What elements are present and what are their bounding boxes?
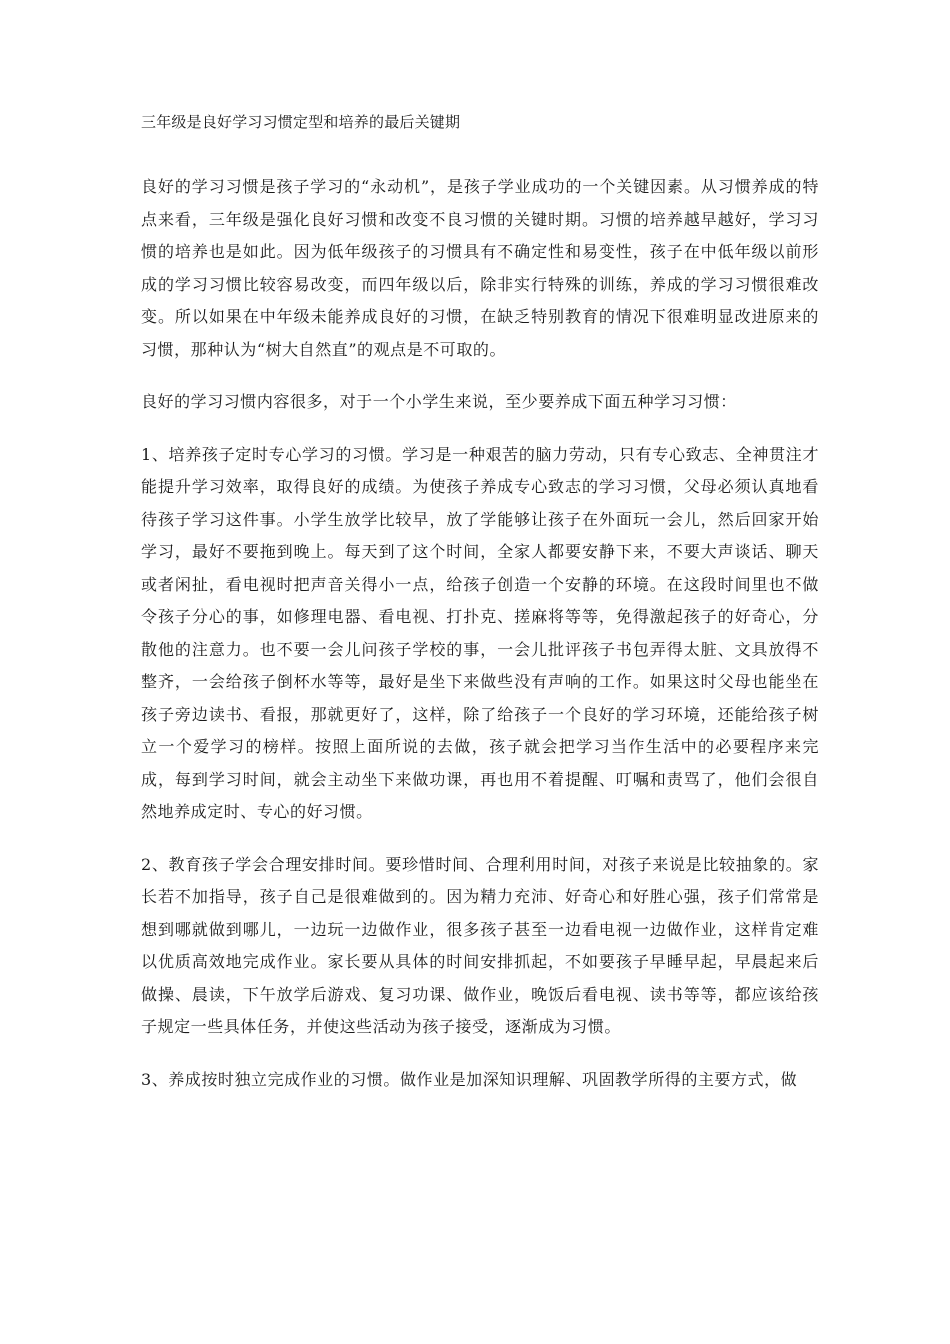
paragraph-habit-2: 2、教育孩子学会合理安排时间。要珍惜时间、合理利用时间，对孩子来说是比较抽象的。家长若不加指导，孩子自己是很难做到的。因为精力充沛、好奇心和好胜心强，孩子们常常是想到哪就做到哪儿，一边玩一边做作业，很多孩子甚至一边看电视一边做作业，这样肯定难以优质高效地完成作业。家长要从具体的时间安排抓起，不如要孩子早睡早起，早晨起来后做操、晨读，下午放学后游戏、复习功课、做作业，晚饭后看电视、读书等等，都应该给孩子规定一些具体任务，并使这些活动为孩子接受，逐渐成为习惯。	[141, 854, 819, 1036]
document-title: 三年级是良好学习习惯定型和培养的最后关键期	[141, 113, 461, 131]
paragraph-intro: 良好的学习习惯是孩子学习的“永动机”，是孩子学业成功的一个关键因素。从习惯养成的特点来看，三年级是强化良好习惯和改变不良习惯的关键时期。习惯的培养越早越好，学习习惯的培养也是如此。因为低年级孩子的习惯具有不确定性和易变性，孩子在中低年级以前形成的学习习惯比较容易改变，而四年级以后，除非实行特殊的训练，养成的学习习惯很难改变。所以如果在中年级未能养成良好的习惯，在缺乏特别教育的情况下很难明显改进原来的习惯，那种认为“树大自然直”的观点是不可取的。	[141, 177, 819, 359]
document-body	[141, 112, 819, 1116]
paragraph-habit-3: 3、养成按时独立完成作业的习惯。做作业是加深知识理解、巩固教学所得的主要方式，做	[141, 1069, 798, 1089]
paragraph-overview: 良好的学习习惯内容很多，对于一个小学生来说，至少要养成下面五种学习习惯：	[141, 392, 737, 411]
paragraph-habit-1: 1、培养孩子定时专心学习的习惯。学习是一种艰苦的脑力劳动，只有专心致志、全神贯注才能提升学习效率，取得良好的成绩。为使孩子养成专心致志的学习习惯，父母必须认真地看待孩子学习这件事。小学生放学比较早，放了学能够让孩子在外面玩一会儿，然后回家开始学习，最好不要拖到晚上。每天到了这个时间，全家人都要安静下来，不要大声谈话、聊天或者闲扯，看电视时把声音关得小一点，给孩子创造一个安静的环境。在这段时间里也不做令孩子分心的事，如修理电器、看电视、打扑克、搓麻将等等，免得激起孩子的好奇心，分散他的注意力。也不要一会儿问孩子学校的事，一会儿批评孩子书包弄得太脏、文具放得不整齐，一会给孩子倒杯水等等，最好是坐下来做些没有声响的工作。如果这时父母也能坐在孩子旁边读书、看报，那就更好了，这样，除了给孩子一个良好的学习环境，还能给孩子树立一个爱学习的榜样。按照上面所说的去做，孩子就会把学习当作生活中的必要程序来完成，每到学习时间，就会主动坐下来做功课，再也用不着提醒、叮嘱和责骂了，他们会很自然地养成定时、专心的好习惯。	[141, 444, 819, 821]
